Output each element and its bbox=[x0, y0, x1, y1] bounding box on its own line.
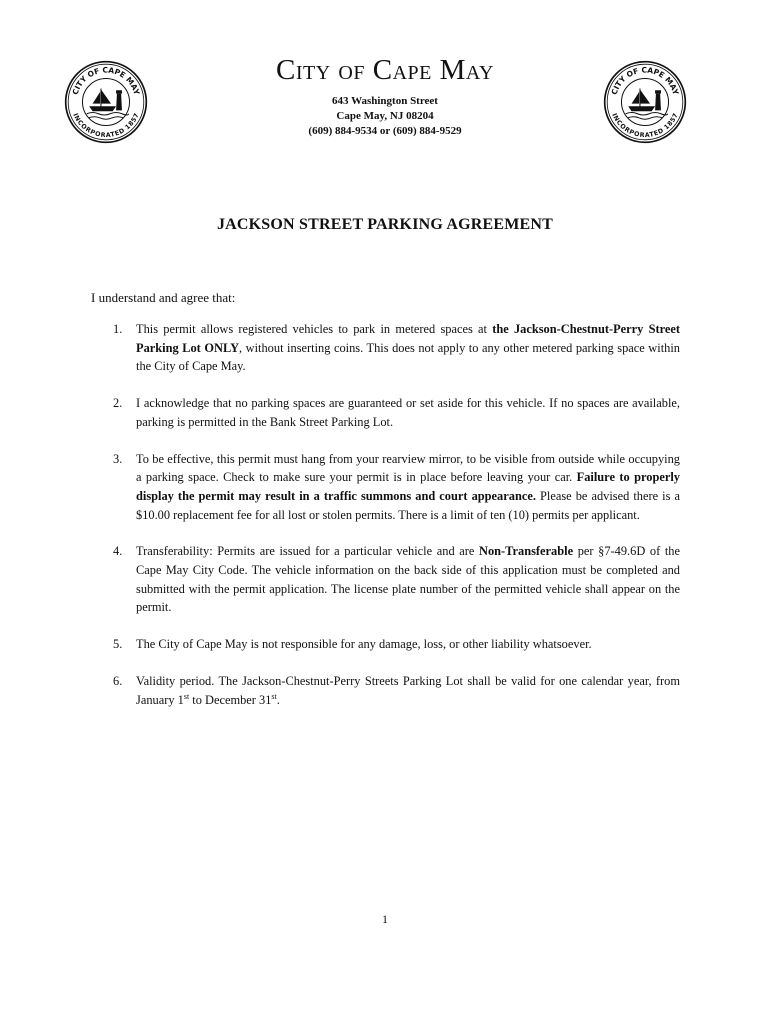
ordinal-suffix: st bbox=[271, 691, 277, 701]
seal-top-text: CITY OF CAPE MAY bbox=[70, 65, 142, 96]
item-text: I acknowledge that no parking spaces are guaranteed or set aside for this vehicle. If no spaces are available, parking is permitted in the Bank Street Parking Lot. bbox=[136, 396, 680, 429]
item-text: per §7-49.6D of the Cape May City Code. The vehicle information on the back side of this application must be completed and submitted with the permit application. The license plate number of the permitted vehicle shall appear on the permit. bbox=[136, 544, 680, 615]
seal-bottom-text: INCORPORATED 1857 bbox=[71, 112, 141, 140]
address-street: 643 Washington Street bbox=[332, 95, 438, 107]
list-item bbox=[113, 635, 680, 654]
item-text: Validity period. The Jackson-Chestnut-Perry Streets Parking Lot shall be valid for one calendar year, from January 1 bbox=[136, 673, 680, 707]
item-text: . bbox=[276, 692, 280, 707]
item-text: The City of Cape May is not responsible for any damage, loss, or other liability whatsoever. bbox=[136, 637, 592, 652]
item-number: 1. bbox=[113, 322, 123, 336]
ordinal-suffix: st bbox=[183, 691, 190, 701]
item-number: 2. bbox=[113, 396, 123, 411]
list-item bbox=[113, 672, 680, 709]
item-bold-text: Non-Transferable bbox=[479, 544, 574, 559]
seal-top-text: CITY OF CAPE MAY bbox=[609, 65, 681, 96]
document-title: JACKSON STREET PARKING AGREEMENT bbox=[216, 216, 554, 233]
intro-text: I understand and agree that: bbox=[91, 290, 236, 305]
address-city-state-zip: Cape May, NJ 08204 bbox=[336, 110, 434, 122]
list-item bbox=[113, 320, 680, 376]
item-number: 3. bbox=[113, 451, 123, 466]
list-item bbox=[113, 394, 680, 431]
list-item bbox=[113, 542, 680, 617]
item-number: 5. bbox=[113, 637, 123, 652]
item-text: This permit allows registered vehicles to park in metered spaces at bbox=[136, 322, 493, 336]
page-number: 1 bbox=[382, 912, 388, 926]
item-number: 4. bbox=[113, 544, 123, 559]
item-text: to December 31 bbox=[189, 692, 272, 707]
seal-bottom-text: INCORPORATED 1857 bbox=[610, 112, 680, 140]
item-number: 6. bbox=[113, 673, 123, 688]
city-name: City of Cape May bbox=[276, 54, 494, 86]
item-text: , without inserting coins. This does not apply to any other metered parking space within the City of Cape May. bbox=[136, 340, 680, 374]
item-bold-text: Failure to properly display the permit may result in a traffic summons and court appearance. bbox=[136, 470, 680, 503]
agreement-terms-list bbox=[113, 320, 680, 727]
item-text: Transferability: Permits are issued for a particular vehicle and are bbox=[136, 544, 479, 559]
item-text: To be effective, this permit must hang from your rearview mirror, to be visible from outside while occupying a parking space. Check to make sure your permit is in place before leaving your car. bbox=[136, 451, 680, 485]
list-item bbox=[113, 450, 680, 525]
item-bold-text: the Jackson-Chestnut-Perry Street Parking Lot ONLY bbox=[136, 322, 681, 355]
phone-numbers: (609) 884-9534 or (609) 884-9529 bbox=[308, 125, 462, 137]
item-text: Please be advised there is a $10.00 replacement fee for all lost or stolen permits. There is a limit of ten (10) permits per applicant. bbox=[136, 488, 681, 522]
